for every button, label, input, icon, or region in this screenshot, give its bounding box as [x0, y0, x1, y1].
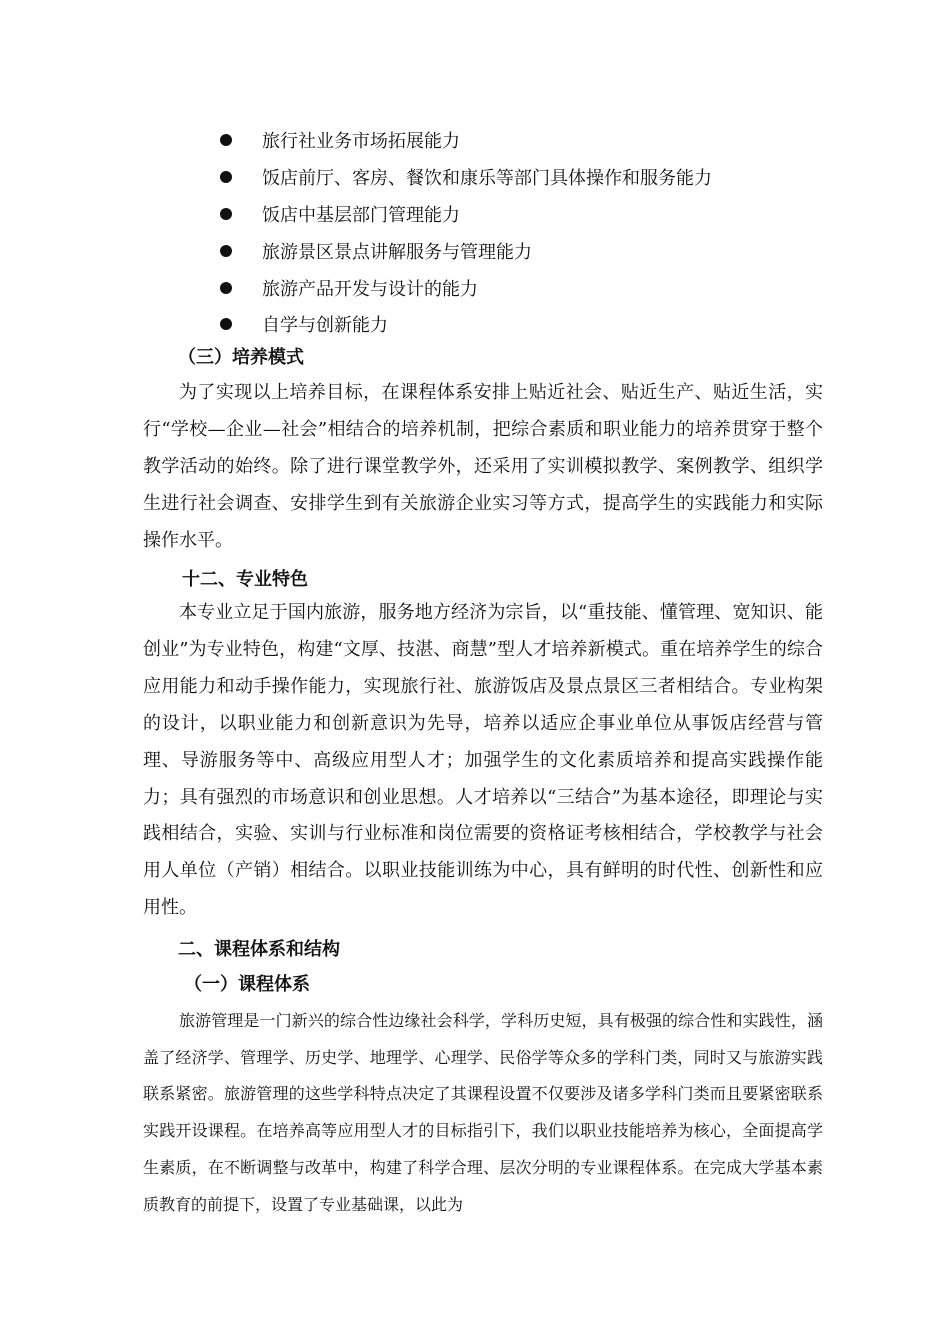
bullet-item [212, 196, 832, 233]
bullet-icon [220, 171, 232, 183]
bullet-text: 旅游产品开发与设计的能力 [262, 278, 478, 300]
bullet-icon [220, 318, 232, 330]
training-mode-paragraph: 为了实现以上培养目标，在课程体系安排上贴近社会、贴近生产、贴近生活，实行“学校—企业—社会”相结合的培养机制，把综合素质和职业能力的培养贯穿于整个教学活动的始终。除了进行课堂教学外，还采用了实训模拟教学、案例教学、组织学生进行社会调查、安排学生到有关旅游企业实习等方式，提高学生的实践能力和实际操作水平。 [143, 382, 824, 551]
curriculum-heading: 二、课程体系和结构 [178, 939, 340, 960]
major-features-paragraph: 本专业立足于国内旅游，服务地方经济为宗旨，以“重技能、懂管理、宽知识、能创业”为专业特色，构建“文厚、技湛、商慧”型人才培养新模式。重在培养学生的综合应用能力和动手操作能力，实现旅行社、旅游饭店及景点景区三者相结合。专业构架的设计，以职业能力和创新意识为先导，培养以适应企事业单位从事饭店经营与管理、导游服务等中、高级应用型人才；加强学生的文化素质培养和提高实践操作能力；具有强烈的市场意识和创业思想。人才培养以“三结合”为基本途径，即理论与实践相结合，实验、实训与行业标准和岗位需要的资格证考核相结合，学校教学与社会用人单位（产销）相结合。以职业技能训练为中心，具有鲜明的时代性、创新性和应用性。 [143, 602, 824, 919]
bullet-text: 自学与创新能力 [262, 315, 388, 337]
ability-bullet-list [212, 122, 832, 343]
major-features-heading: 十二、专业特色 [182, 569, 308, 590]
bullet-icon [220, 134, 232, 146]
bullet-item [212, 122, 832, 159]
curriculum-subheading: （一）课程体系 [184, 974, 310, 995]
bullet-icon [220, 282, 232, 294]
bullet-item [212, 159, 832, 196]
training-mode-heading: （三）培养模式 [178, 347, 304, 368]
curriculum-paragraph: 旅游管理是一门新兴的综合性边缘社会科学，学科历史短，具有极强的综合性和实践性，涵盖了经济学、管理学、历史学、地理学、心理学、民俗学等众多的学科门类，同时又与旅游实践联系紧密。旅游管理的这些学科特点决定了其课程设置不仅要涉及诸多学科门类而且要紧密联系实践开设课程。在培养高等应用型人才的目标指引下，我们以职业技能培养为核心，全面提高学生素质，在不断调整与改革中，构建了科学合理、层次分明的专业课程体系。在完成大学基本素质教育的前提下，设置了专业基础课，以此为 [143, 1011, 823, 1214]
bullet-icon [220, 208, 232, 220]
bullet-item [212, 232, 832, 269]
bullet-item [212, 306, 832, 343]
bullet-text: 旅行社业务市场拓展能力 [262, 131, 460, 153]
bullet-text: 旅游景区景点讲解服务与管理能力 [262, 241, 532, 263]
bullet-text: 饭店前厅、客房、餐饮和康乐等部门具体操作和服务能力 [262, 168, 712, 190]
bullet-item [212, 269, 832, 306]
bullet-icon [220, 245, 232, 257]
bullet-text: 饭店中基层部门管理能力 [262, 204, 460, 226]
